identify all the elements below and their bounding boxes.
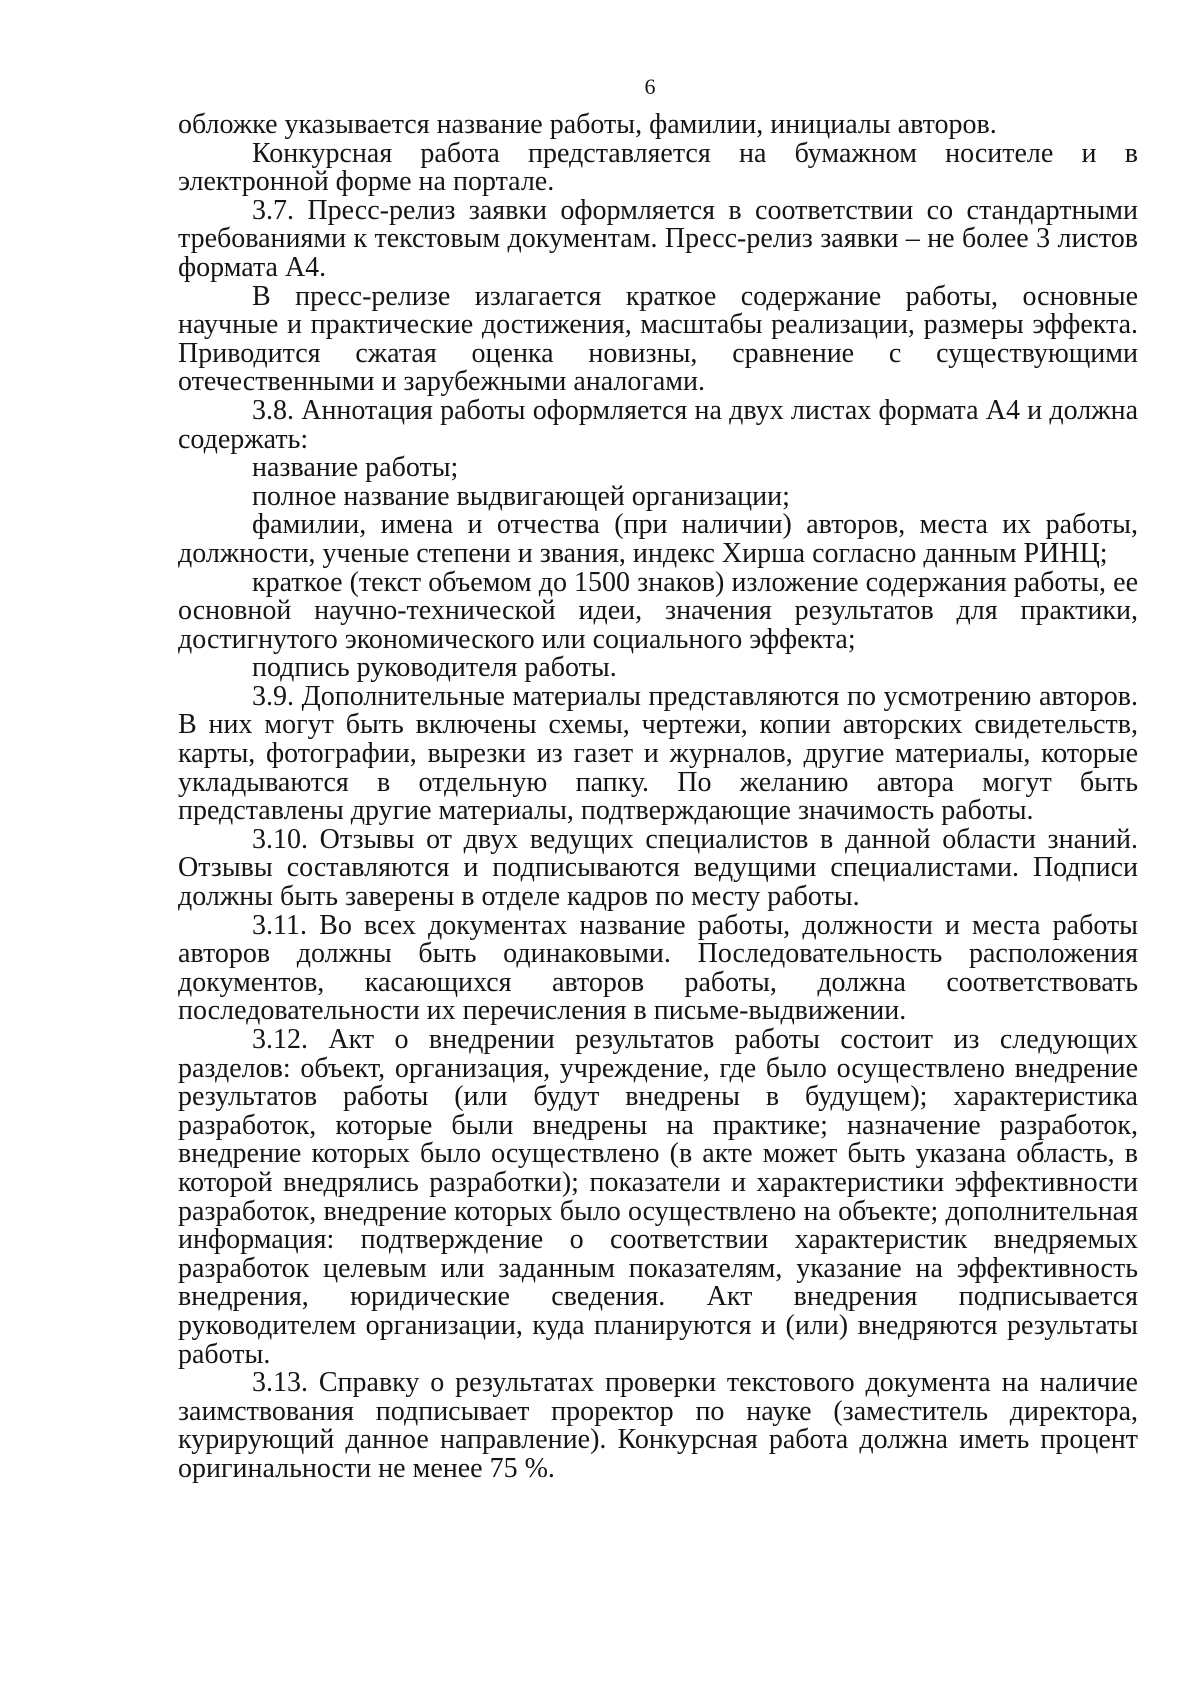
- document-body: [178, 111, 1138, 1484]
- list-item-summary: краткое (текст объемом до 1500 знаков) изложение содержания работы, ее основной научно-технической идеи, значения результатов для практики, достигнутого экономического или социального эффекта;: [178, 566, 1138, 655]
- list-item-work-title: название работы;: [252, 452, 459, 484]
- paragraph-3-11-consistency: 3.11. Во всех документах название работы, должности и места работы авторов должны быть одинаковыми. Последовательность расположения документов, касающихся авторов работы, должна соответствовать последовательности их перечисления в письме-выдвижении.: [178, 909, 1138, 1027]
- page-number: 6: [644, 74, 656, 99]
- list-item-organization: полное название выдвигающей организации;: [252, 480, 790, 512]
- paragraph-cover-info: обложке указывается название работы, фамилии, инициалы авторов.: [178, 109, 997, 140]
- paragraph-submission-format: Конкурсная работа представляется на бумажном носителе и в электронной форме на портале.: [178, 137, 1138, 198]
- paragraph-3-10-reviews: 3.10. Отзывы от двух ведущих специалистов в данной области знаний. Отзывы составляются и подписываются ведущими специалистами. Подписи должны быть заверены в отделе кадров по месту работы.: [178, 823, 1138, 913]
- list-item-authors: фамилии, имена и отчества (при наличии) авторов, места их работы, должности, ученые степени и звания, индекс Хирша согласно данным РИНЦ;: [178, 509, 1138, 569]
- paragraph-3-9-additional-materials: 3.9. Дополнительные материалы представляются по усмотрению авторов. В них могут быть включены схемы, чертежи, копии авторских свидетельств, карты, фотографии, вырезки из газет и журналов, другие материалы, которые укладываются в отдельную папку. По желанию автора могут быть представлены другие материалы, подтверждающие значимость работы.: [178, 680, 1138, 827]
- paragraph-3-7-press-release: 3.7. Пресс-релиз заявки оформляется в соответствии со стандартными требованиями к текстовым документам. Пресс-релиз заявки – не более 3 листов формата А4.: [178, 194, 1138, 283]
- paragraph-3-12-implementation-act: 3.12. Акт о внедрении результатов работы состоит из следующих разделов: объект, организация, учреждение, где было осуществлено внедрение результатов работы (или будут внедрены в будущем); характеристика разработок, которые были внедрены на практике; назначение разработок, внедрение которых было осуществлено (в акте может быть указана область, в которой внедрялись разработки); показатели и характеристики эффективности разработок, внедрение которых было осуществлено на объекте; дополнительная информация: подтверждение о соответствии характеристик внедряемых разработок целевым или заданным показателям, указание на эффективность внедрения, юридические сведения. Акт внедрения подписывается руководителем организации, куда планируются и (или) внедряются результаты работы.: [178, 1024, 1138, 1370]
- paragraph-3-13-originality: 3.13. Справку о результатах проверки текстового документа на наличие заимствования подписывает проректор по науке (заместитель директора, курирующий данное направление). Конкурсная работа должна иметь процент оригинальности не менее 75 %.: [178, 1367, 1138, 1484]
- paragraph-press-release-content: В пресс-релизе излагается краткое содержание работы, основные научные и практические достижения, масштабы реализации, размеры эффекта. Приводится сжатая оценка новизны, сравнение с существующими отечественными и зарубежными аналогами.: [178, 280, 1138, 398]
- paragraph-3-8-annotation: 3.8. Аннотация работы оформляется на двух листах формата А4 и должна содержать:: [178, 394, 1138, 455]
- list-item-signature: подпись руководителя работы.: [252, 652, 617, 684]
